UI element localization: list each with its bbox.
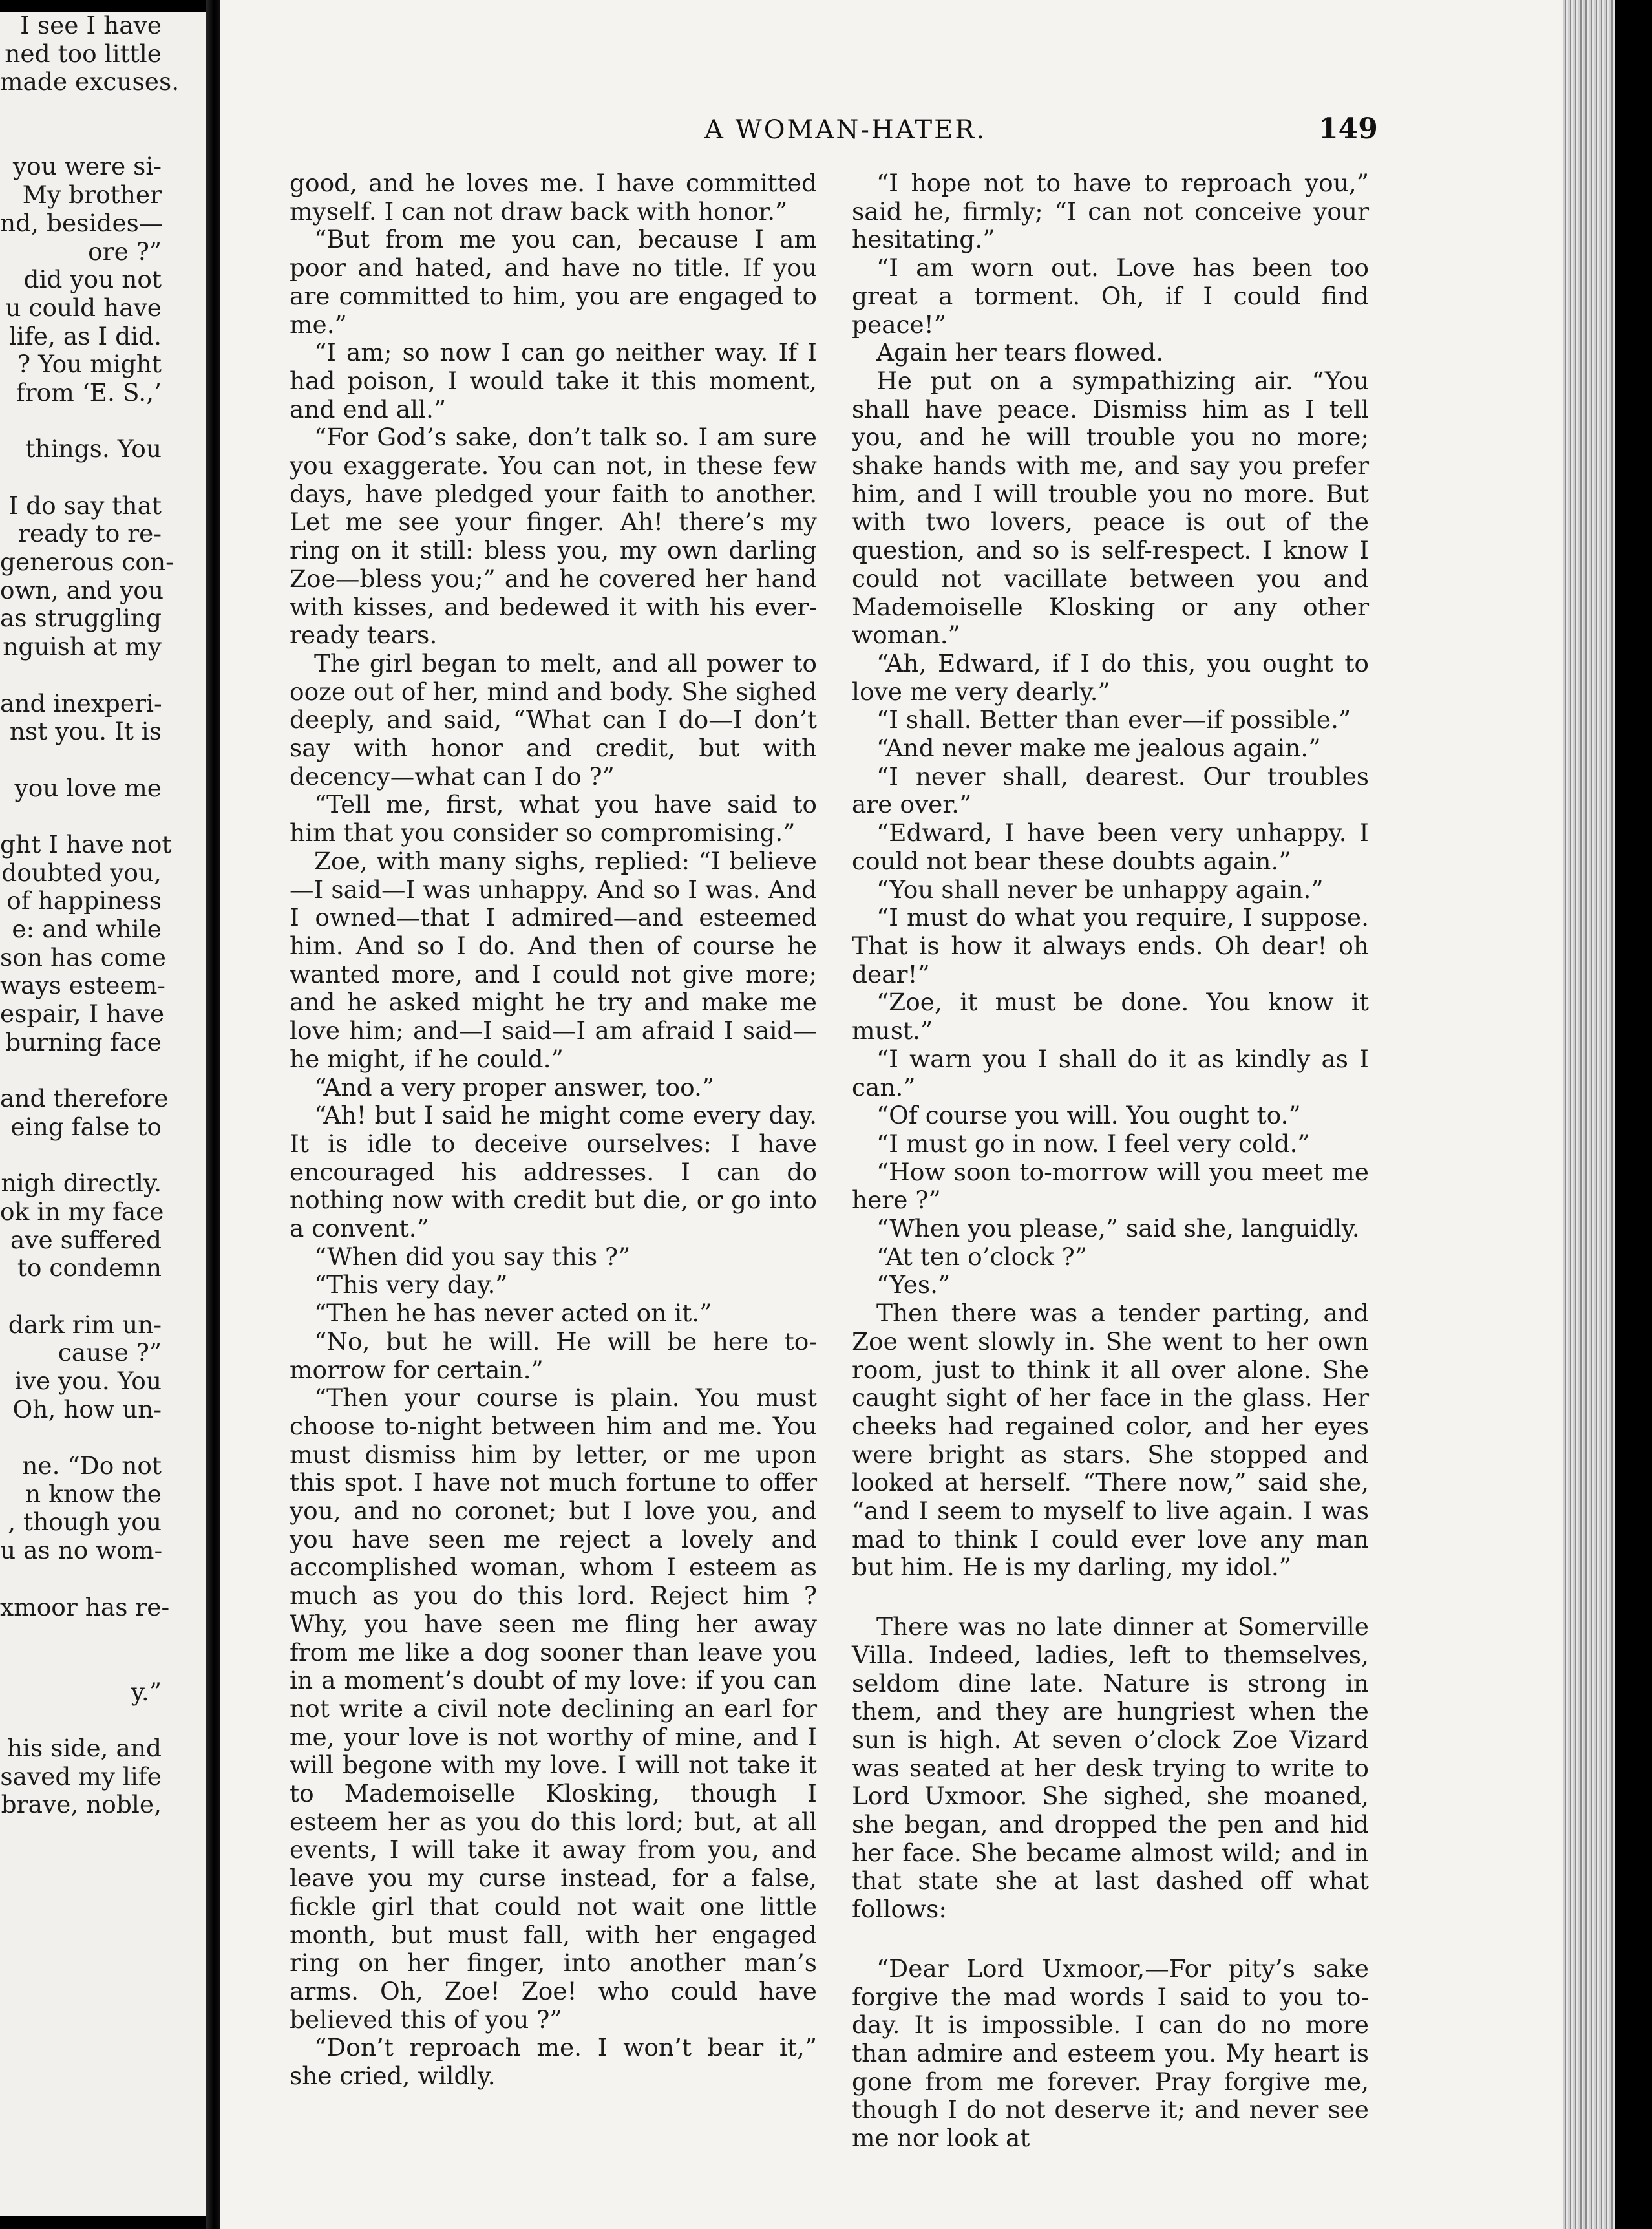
paragraph: “Then he has never acted on it.” <box>314 1299 712 1328</box>
left-fragment-line <box>0 1424 162 1452</box>
running-title: A WOMAN-HATER. <box>704 115 987 145</box>
paragraph: There was no late dinner at Somerville Villa. Indeed, ladies, left to themselves, seldom dine late. Nature is strong in them, and they are hungriest when the sun is high. At seven o’clock Zoe Vizard was seated at her desk trying to write to Lord Uxmoor. She sighed, she moaned, she began, and dropped the pen and hid her face. She became almost wild; and in that state she at last dashed off what follows: <box>852 1612 1369 1924</box>
paragraph: “Edward, I have been very unhappy. I could not bear these doubts again.” <box>852 818 1369 875</box>
left-fragment-line: burning face <box>5 1027 162 1056</box>
page-edge <box>1563 0 1615 2229</box>
left-fragment-line: things. You <box>25 434 162 464</box>
left-fragment-line: ght I have not <box>0 829 172 859</box>
left-fragment-line: nst you. It is <box>9 717 162 746</box>
left-fragment-line: and inexperi- <box>0 688 162 718</box>
left-fragment-line: and therefore <box>0 1084 169 1113</box>
left-fragment-line: generous con- <box>0 548 174 577</box>
left-fragment-line: n know the <box>25 1479 162 1508</box>
left-fragment-line: did you not <box>23 265 162 294</box>
paragraph: “I am; so now I can go neither way. If I had poison, I would take it this moment, and end all.” <box>290 338 817 423</box>
left-fragment-line: ore ?” <box>88 237 162 266</box>
left-fragment-line: I do say that <box>8 491 162 520</box>
paragraph: “At ten o’clock ?” <box>876 1242 1088 1271</box>
left-fragment-line: you love me <box>14 773 162 802</box>
book-gutter <box>206 0 220 2229</box>
left-fragment-line: own, and you <box>0 575 164 604</box>
left-fragment-line <box>0 125 162 153</box>
left-fragment-line <box>0 1706 162 1734</box>
left-fragment-line: from ‘E. S.,’ <box>16 378 162 407</box>
left-fragment-line: eing false to <box>10 1112 162 1141</box>
left-fragment-line: made excuses. <box>0 67 180 96</box>
paragraph: “No, but he will. He will be here to-morrow for certain.” <box>290 1327 817 1384</box>
left-fragment-line <box>0 96 162 125</box>
left-fragment-line: e: and while <box>12 915 162 943</box>
left-fragment-line: ned too little <box>5 39 162 68</box>
paragraph: “And never make me jealous again.” <box>876 734 1321 763</box>
paragraph: “I hope not to have to reproach you,” said he, firmly; “I can not conceive your hesitating.” <box>852 169 1369 254</box>
paragraph: “Yes.” <box>876 1270 951 1299</box>
left-fragment-line: ? You might <box>17 350 162 379</box>
left-fragment-line: My brother <box>22 180 162 209</box>
paragraph: “Zoe, it must be done. You know it must.” <box>852 988 1369 1045</box>
left-fragment-line <box>0 1565 162 1594</box>
left-fragment-line <box>0 746 162 774</box>
paragraph: “For God’s sake, don’t talk so. I am sure you exaggerate. You can not, in these few days, have pledged your faith to another. Let me see your finger. Ah! there’s my ring on it still: bless you, my own darling Zoe—bless you;” and he covered her hand with kisses, and bedewed it with his ever-ready tears. <box>290 423 817 650</box>
paragraph: “I must go in now. I feel very cold.” <box>876 1129 1310 1158</box>
left-fragment-line: his side, and <box>6 1733 162 1762</box>
text-column-2 <box>852 169 1369 2153</box>
left-fragment-line: , though you <box>8 1508 162 1537</box>
left-page-fragments <box>0 12 180 1819</box>
left-fragment-line: ive you. You <box>14 1367 162 1395</box>
left-fragment-line <box>0 1142 162 1170</box>
left-fragment-line: xmoor has re- <box>0 1592 170 1621</box>
left-fragment-line <box>0 1283 162 1311</box>
left-fragment-line <box>0 1621 162 1650</box>
left-fragment-line: nigh directly. <box>1 1169 162 1198</box>
left-fragment-line: to condemn <box>17 1253 162 1283</box>
left-fragment-line: life, as I did. <box>8 321 162 350</box>
paragraph: “This very day.” <box>314 1270 508 1299</box>
left-fragment-line <box>0 464 162 492</box>
paragraph: “Tell me, first, what you have said to him that you consider so compromising.” <box>290 790 817 848</box>
left-fragment-line: dark rim un- <box>8 1310 162 1339</box>
left-page <box>0 12 206 2216</box>
left-fragment-line: doubted you, <box>1 858 162 887</box>
left-fragment-line: as struggling <box>0 604 162 633</box>
page-number: 149 <box>1318 112 1378 145</box>
paragraph: “And a very proper answer, too.” <box>314 1072 715 1102</box>
paragraph: “Don’t reproach me. I won’t bear it,” she cried, wildly. <box>290 2033 817 2091</box>
left-fragment-line: nd, besides— <box>0 208 164 237</box>
left-fragment-line: brave, noble, <box>1 1790 162 1819</box>
paragraph: “But from me you can, because I am poor and hated, and have no title. If you are committed to him, you are engaged to me.” <box>290 225 817 339</box>
paragraph: “Dear Lord Uxmoor,—For pity’s sake forgive the mad words I said to you to-day. It is impossible. I can do no more than admire and esteem you. My heart is gone from me forever. Pray forgive me, though I do not deserve it; and never see me nor look at <box>852 1954 1369 2153</box>
left-fragment-line: son has come <box>0 943 166 972</box>
left-fragment-line: u could have <box>5 293 162 322</box>
paragraph: The girl began to melt, and all power to ooze out of her, mind and body. She sighed deeply, and said, “What can I do—I don’t say with honor and credit, but with decency—what can I do ?” <box>290 648 817 791</box>
left-fragment-line: of happiness <box>6 886 162 915</box>
page-edge-shadow <box>1615 0 1652 2229</box>
left-fragment-line: ready to re- <box>18 519 162 548</box>
paragraph: “You shall never be unhappy again.” <box>876 875 1324 904</box>
paragraph: “I warn you I shall do it as kindly as I can.” <box>852 1044 1369 1102</box>
paragraph: good, and he loves me. I have committed myself. I can not draw back with honor.” <box>290 169 817 226</box>
paragraph: “I must do what you require, I suppose. That is how it always ends. Oh dear! oh dear!” <box>852 903 1369 988</box>
left-fragment-line: y.” <box>131 1677 162 1706</box>
paragraph: “Ah, Edward, if I do this, you ought to love me very dearly.” <box>852 648 1369 706</box>
paragraph: “Then your course is plain. You must choose to-night between him and me. You must dismiss him by letter, or me upon this spot. I have not much fortune to offer you, and no coronet; but I love you, and you have seen me reject a lovely and accomplished woman, whom I esteem as much as you do this lord. Reject him ? Why, you have seen me fling her away from me like a dog sooner than leave you in a moment’s doubt of my love: if you can not write a civil note declining an earl for me, your love is not worthy of mine, and I will begone with my love. I will not take it to Mademoiselle Klosking, though I esteem her as you do this lord; but, at all events, I will take it away from you, and leave you my curse instead, for a false, fickle girl that could not wait one little month, but must fall, with her engaged ring on her finger, into another man’s arms. Oh, Zoe! Zoe! who could have believed this of you ?” <box>290 1383 817 2034</box>
paragraph: Then there was a tender parting, and Zoe went slowly in. She went to her own room, just to think it all over alone. She caught sight of her face in the glass. Her cheeks had regained color, and her eyes were bright as stars. She stopped and looked at herself. “There now,” said she, “and I seem to myself to live again. I was mad to think I could ever love any man but him. He is my darling, my idol.” <box>852 1299 1369 1582</box>
left-fragment-line: ne. “Do not <box>22 1451 162 1480</box>
left-fragment-line: Oh, how un- <box>12 1394 162 1424</box>
text-column-1 <box>290 169 817 2091</box>
left-fragment-line: I see I have <box>20 12 162 39</box>
left-fragment-line: nguish at my <box>3 632 162 661</box>
left-fragment-line: cause ?” <box>58 1338 162 1367</box>
left-fragment-line <box>0 1056 162 1085</box>
paragraph: “I shall. Better than ever—if possible.” <box>876 705 1351 734</box>
paragraph: “I never shall, dearest. Our troubles are over.” <box>852 762 1369 819</box>
left-fragment-line: u as no wom- <box>0 1536 163 1565</box>
left-fragment-line: ok in my face <box>0 1197 164 1226</box>
left-fragment-line: ave suffered <box>10 1225 162 1254</box>
paragraph: Zoe, with many sighs, replied: “I believe—I said—I was unhappy. And so I was. And I owned—that I admired—and esteemed him. And so I do. And then of course he wanted more, and I could not give more; and he asked might he try and make me love him; and—I said—I am afraid I said—he might, if he could.” <box>290 846 817 1073</box>
left-fragment-line <box>0 1650 162 1678</box>
left-fragment-line: espair, I have <box>0 999 165 1029</box>
left-fragment-line <box>0 407 162 436</box>
left-fragment-line: ways esteem- <box>0 971 165 1000</box>
left-fragment-line <box>0 661 162 690</box>
paragraph: “I am worn out. Love has been too great a torment. Oh, if I could find peace!” <box>852 253 1369 339</box>
left-fragment-line: saved my life <box>0 1762 162 1791</box>
left-fragment-line <box>0 802 162 831</box>
left-fragment-line: you were si- <box>12 152 162 181</box>
paragraph: “When you please,” said she, languidly. <box>876 1214 1360 1243</box>
paragraph: “When did you say this ?” <box>314 1242 631 1271</box>
paragraph: He put on a sympathizing air. “You shall have peace. Dismiss him as I tell you, and he will trouble you no more; shake hands with me, and say you prefer him, and I will trouble you no more. But with two lovers, peace is out of the question, and so is self-respect. I know I could not vacillate between you and Mademoiselle Klosking or any other woman.” <box>852 366 1369 650</box>
paragraph: “Of course you will. You ought to.” <box>876 1101 1301 1130</box>
paragraph: “How soon to-morrow will you meet me here ?” <box>852 1157 1369 1215</box>
paragraph: “Ah! but I said he might come every day. It is idle to deceive ourselves: I have encouraged his addresses. I can do nothing now with credit but die, or go into a convent.” <box>290 1101 817 1243</box>
paragraph: Again her tears flowed. <box>876 338 1164 367</box>
